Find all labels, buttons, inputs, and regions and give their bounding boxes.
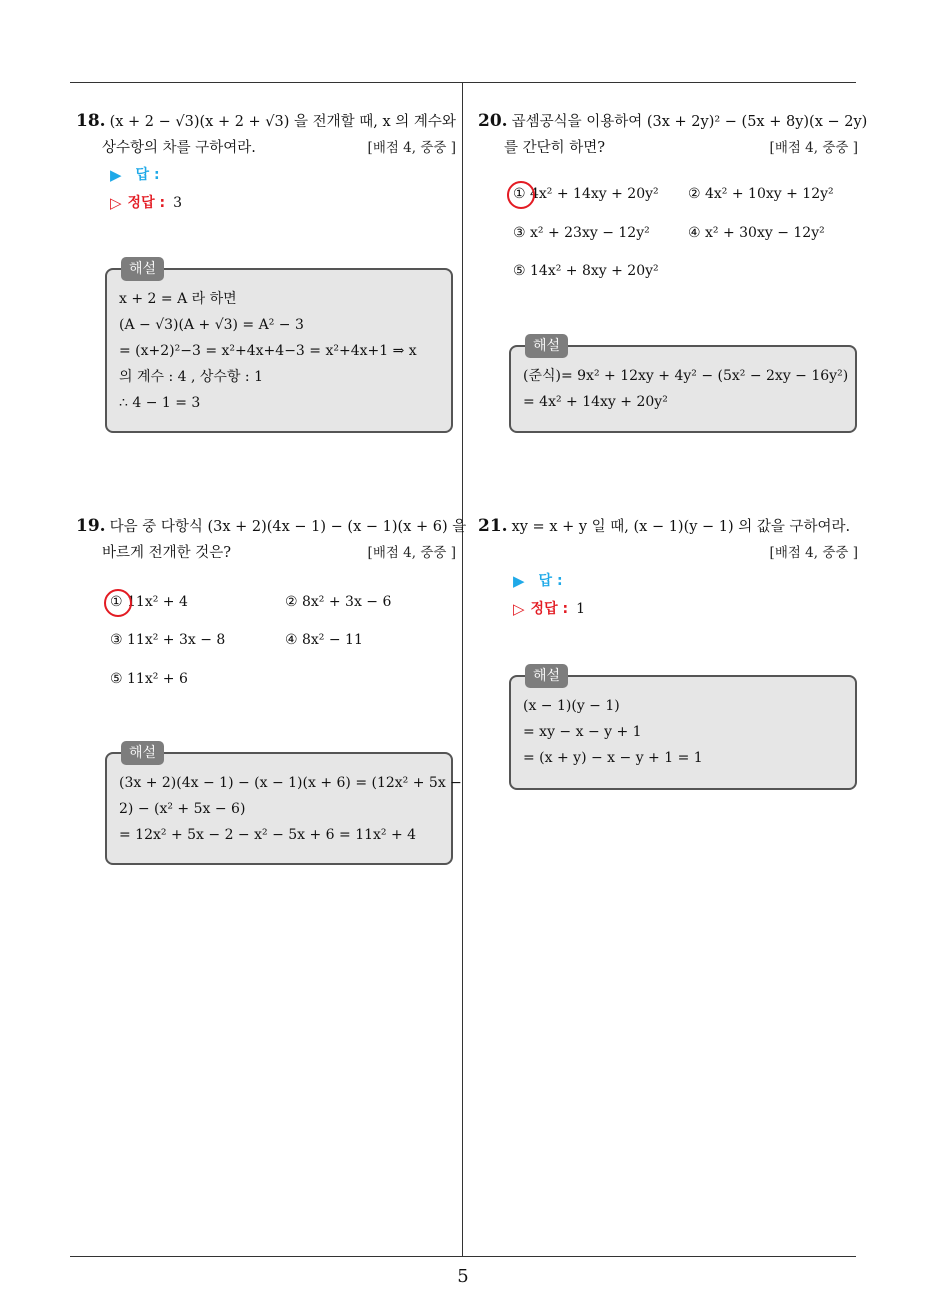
choice-2[interactable]: ② 8x² + 3x − 6 [285,594,392,610]
solution-line: = xy − x − y + 1 [523,724,642,740]
correct-triangle-icon: ▷ [513,600,525,618]
solution-line: 2) − (x² + 5x − 6) [119,801,246,817]
solution-tag: 해설 [121,257,164,281]
solution-box-19 [105,745,462,865]
solution-line: (x − 1)(y − 1) [523,698,620,714]
question-text: xy = x + y 일 때, (x − 1)(y − 1) 의 값을 구하여라. [511,519,851,535]
choice-5[interactable]: ⑤ 14x² + 8xy + 20y² [513,263,659,279]
answer-block-18 [110,161,182,217]
selected-circle-icon [507,181,535,209]
correct-value: 1 [576,601,585,617]
answer-triangle-icon: ▶ [110,166,122,184]
score-label: [배점 4, 중중 ] [769,545,858,561]
solution-box-20 [509,338,857,433]
question-text: 다음 중 다항식 (3x + 2)(4x − 1) − (x − 1)(x + 6) 을 [109,519,467,535]
question-text-cont: 상수항의 차를 구하여라. [102,140,256,156]
choice-5[interactable]: ⑤ 11x² + 6 [110,671,188,687]
solution-line: = (x+2)²−3 = x²+4x+4−3 = x²+4x+1 ⇒ x [119,343,417,359]
solution-line: (3x + 2)(4x − 1) − (x − 1)(x + 6) = (12x² + 5x − [119,775,462,791]
solution-line: = (x + y) − x − y + 1 = 1 [523,750,703,766]
choice-3[interactable]: ③ 11x² + 3x − 8 [110,632,226,648]
solution-line: ∴ 4 − 1 = 3 [119,395,201,411]
bottom-rule [70,1256,856,1257]
solution-tag: 해설 [121,741,164,765]
solution-line: (A − √3)(A + √3) = A² − 3 [119,317,304,333]
score-label: [배점 4, 중중 ] [769,140,858,156]
choice-1[interactable]: ① 4x² + 14xy + 20y² [513,186,659,202]
top-rule [70,82,856,83]
choice-2[interactable]: ② 4x² + 10xy + 12y² [688,186,834,202]
choice-1[interactable]: ① 11x² + 4 [110,594,188,610]
answer-block-21 [513,567,585,623]
choice-4[interactable]: ④ x² + 30xy − 12y² [688,225,825,241]
solution-tag: 해설 [525,664,568,688]
correct-value: 3 [173,195,182,211]
correct-label: 정답 : [530,601,569,617]
question-number: 18. [76,111,106,131]
solution-tag: 해설 [525,334,568,358]
question-text-cont: 를 간단히 하면? [504,140,606,156]
solution-line: (준식)= 9x² + 12xy + 4y² − (5x² − 2xy − 16y²) [523,368,849,384]
score-label: [배점 4, 중중 ] [367,545,456,561]
solution-line: = 12x² + 5x − 2 − x² − 5x + 6 = 11x² + 4 [119,827,417,843]
choice-4[interactable]: ④ 8x² − 11 [285,632,363,648]
answer-triangle-icon: ▶ [513,572,525,590]
solution-line: x + 2 = A 라 하면 [119,291,237,307]
solution-box-21 [509,668,857,790]
question-text: (x + 2 − √3)(x + 2 + √3) 을 전개할 때, x 의 계수와 [109,114,456,130]
question-number: 19. [76,516,106,536]
score-label: [배점 4, 중중 ] [367,140,456,156]
solution-box-18 [105,261,453,433]
solution-line: 의 계수 : 4 , 상수항 : 1 [119,369,263,385]
column-divider [462,82,463,1256]
question-18 [76,108,456,161]
question-number: 21. [478,516,508,536]
page-number: 5 [457,1266,469,1287]
answer-label: 답 : [538,573,563,589]
choice-3[interactable]: ③ x² + 23xy − 12y² [513,225,650,241]
question-19 [76,513,467,566]
question-21 [478,513,858,566]
question-number: 20. [478,111,508,131]
solution-line: = 4x² + 14xy + 20y² [523,394,668,410]
question-text-cont: 바르게 전개한 것은? [102,545,232,561]
answer-label: 답 : [135,167,160,183]
correct-label: 정답 : [127,195,166,211]
correct-triangle-icon: ▷ [110,194,122,212]
selected-circle-icon [104,589,132,617]
question-text: 곱셈공식을 이용하여 (3x + 2y)² − (5x + 8y)(x − 2y) [511,114,868,130]
question-20 [478,108,868,161]
